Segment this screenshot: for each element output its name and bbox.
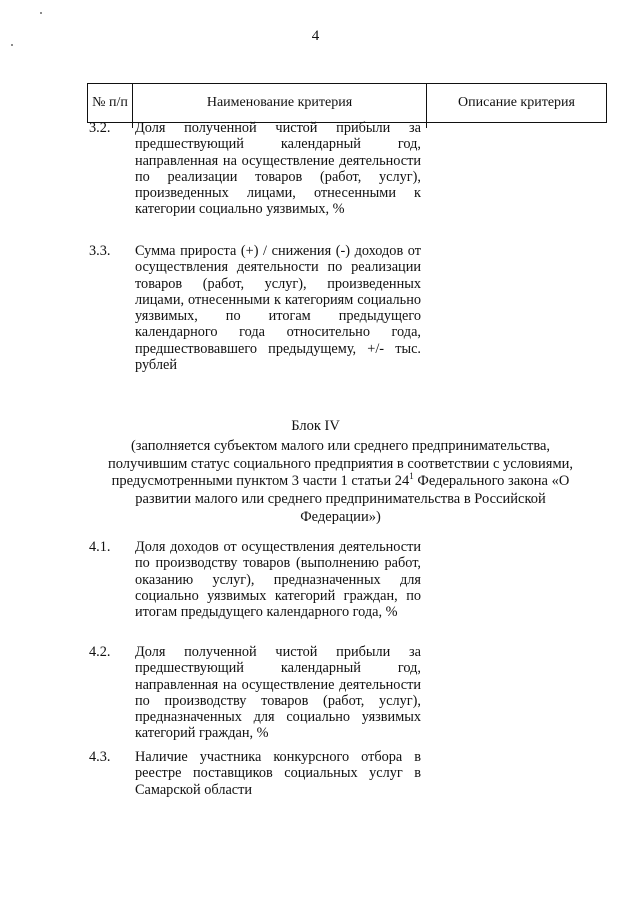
criterion-number: 3.3. [89,243,111,259]
header-criterion-description: Описание критерия [427,84,607,123]
criteria-table-header [87,83,607,123]
block-title: Блок IV [291,418,340,434]
criterion-text: Доля полученной чистой прибыли за предшествующий календарный год, направленная на осуществление деятельности по производству товаров (работ, услуг), предназначенных для социально уязвимых категорий граждан, % [135,644,421,742]
header-number: № п/п [88,84,133,123]
scan-speck [40,12,42,14]
criterion-number: 4.2. [89,644,111,660]
block-subtitle [0,438,631,527]
column-divider [132,122,133,128]
column-divider [426,122,427,128]
criterion-text: Наличие участника конкурсного отбора в реестре поставщиков социальных услуг в Самарской области [135,749,421,798]
block-iv [0,418,631,527]
criterion-text: Сумма прироста (+) / снижения (-) доходов от осуществления деятельности по реализации товаров (работ, услуг), произведенных лицами, отнесенными к категориям социально уязвимых, по итогам предыдущего календарного года относительно года, предшествовавшего предыдущему, +/- тыс. рублей [135,243,421,374]
criterion-text: Доля доходов от осуществления деятельности по производству товаров (выполнению работ, оказанию услуг), предназначенных для социально уязвимых категорий граждан, по итогам предыдущего календарного года, % [135,539,421,621]
criterion-number: 4.1. [89,539,111,555]
page-number: 4 [311,28,320,44]
criterion-number: 3.2. [89,120,111,136]
law-article-superscript: 1 [409,471,414,482]
header-criterion-name: Наименование критерия [133,84,427,123]
criterion-text: Доля полученной чистой прибыли за предшествующий календарный год, направленная на осуществление деятельности по реализации товаров (работ, услуг), произведенных лицами, отнесенными к категории социально уязвимых, % [135,120,421,218]
block-subtitle-text-end: Федерального закона «О развитии малого или среднего предпринимательства в Российской Федерации») [135,473,570,525]
block-subtitle-text: (заполняется субъектом малого или среднего предпринимательства, получившим статус социального предприятия в соответствии с условиями, предусмотренными пунктом 3 части 1 статьи 24 [107,437,574,490]
criterion-number: 4.3. [89,749,111,765]
